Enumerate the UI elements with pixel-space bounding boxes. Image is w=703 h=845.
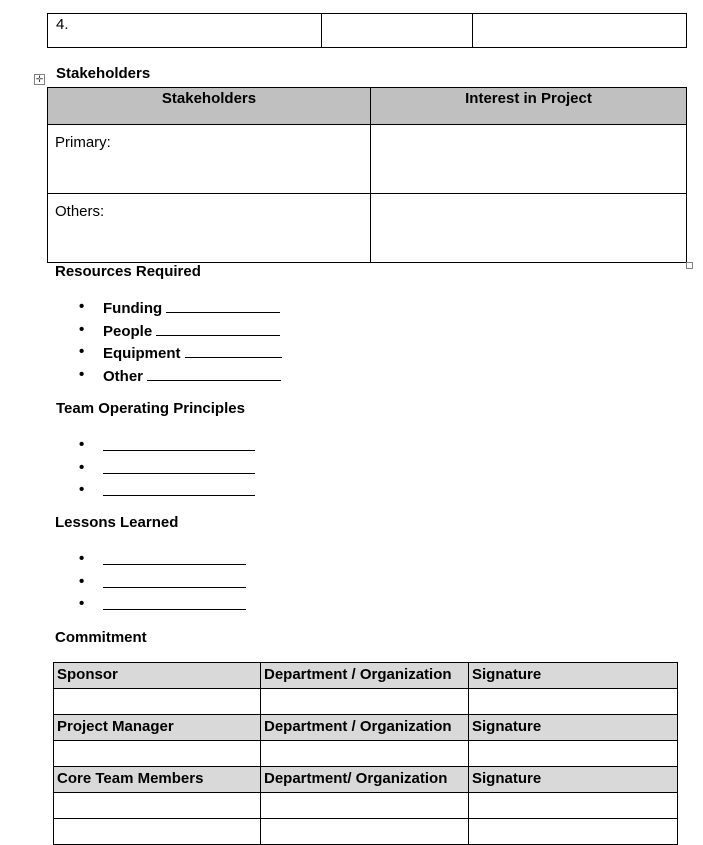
stakeholders-heading: Stakeholders <box>56 65 151 82</box>
table-header-row <box>54 767 678 793</box>
stakeholder-label-others: Others: <box>55 203 105 220</box>
table-cell[interactable] <box>261 741 469 767</box>
stakeholder-label-primary: Primary: <box>55 134 111 151</box>
table-row <box>54 793 678 819</box>
resource-label-other: Other <box>103 367 144 385</box>
list-item <box>79 343 282 366</box>
table-cell[interactable] <box>54 689 261 715</box>
blank-line[interactable] <box>147 366 281 381</box>
table-cell[interactable] <box>469 793 678 819</box>
blank-line[interactable] <box>166 298 280 313</box>
table-cell <box>261 715 469 741</box>
blank-line[interactable] <box>103 436 255 451</box>
table-cell[interactable] <box>371 125 687 194</box>
resource-label-funding: Funding <box>103 300 163 317</box>
signature-label: Signature <box>472 666 542 683</box>
resource-label-equipment: Equipment <box>103 345 181 362</box>
table-row <box>54 689 678 715</box>
commitment-heading: Commitment <box>55 629 147 646</box>
signature-label: Signature <box>472 718 542 735</box>
department-label: Department/ Organization <box>264 770 448 787</box>
table-header-row <box>54 715 678 741</box>
previous-table <box>47 13 687 48</box>
role-label: Sponsor <box>57 666 118 683</box>
list-item <box>79 595 246 618</box>
table-cell[interactable] <box>322 14 473 48</box>
table-cell[interactable] <box>261 819 469 845</box>
table-cell <box>469 715 678 741</box>
table-cell[interactable] <box>48 194 371 263</box>
lessons-heading: Lessons Learned <box>55 514 179 531</box>
resources-list <box>79 298 282 388</box>
table-row <box>48 194 687 263</box>
table-row <box>54 741 678 767</box>
list-item <box>79 366 282 389</box>
table-header-row <box>48 88 687 125</box>
resources-heading: Resources Required <box>55 263 201 280</box>
list-item <box>79 321 282 344</box>
list-item <box>79 459 255 482</box>
blank-line[interactable] <box>103 550 246 565</box>
blank-line[interactable] <box>185 343 282 358</box>
resource-label-people: People <box>103 322 153 340</box>
team-principles-list <box>79 436 255 504</box>
list-item <box>79 550 246 573</box>
table-cell[interactable] <box>469 741 678 767</box>
table-row <box>48 14 687 48</box>
department-label: Department / Organization <box>264 666 452 683</box>
table-cell <box>261 663 469 689</box>
table-cell[interactable] <box>469 689 678 715</box>
table-cell[interactable] <box>48 125 371 194</box>
blank-line[interactable] <box>103 481 255 496</box>
column-header-stakeholders: Stakeholders <box>48 88 371 125</box>
table-cell[interactable] <box>54 741 261 767</box>
table-cell[interactable] <box>48 14 322 48</box>
table-row <box>54 819 678 845</box>
stakeholders-table <box>47 87 687 263</box>
table-cell <box>54 767 261 793</box>
row-number: 4. <box>56 16 69 33</box>
list-item <box>79 436 255 459</box>
table-cell[interactable] <box>469 819 678 845</box>
table-cell[interactable] <box>473 14 687 48</box>
list-item <box>79 298 282 321</box>
list-item <box>79 573 246 596</box>
role-label: Project Manager <box>57 718 174 735</box>
commitment-table <box>53 662 678 845</box>
table-cell[interactable] <box>54 819 261 845</box>
blank-line[interactable] <box>103 595 246 610</box>
table-cell <box>469 767 678 793</box>
table-cell[interactable] <box>261 793 469 819</box>
blank-line[interactable] <box>103 459 255 474</box>
role-label: Core Team Members <box>57 770 204 787</box>
table-cell[interactable] <box>371 194 687 263</box>
table-cell[interactable] <box>54 793 261 819</box>
blank-line[interactable] <box>103 573 246 588</box>
column-header-interest: Interest in Project <box>371 88 687 125</box>
team-principles-heading: Team Operating Principles <box>56 400 245 417</box>
table-cell <box>261 767 469 793</box>
table-cell <box>54 715 261 741</box>
department-label: Department / Organization <box>264 718 452 735</box>
blank-line[interactable] <box>156 321 280 336</box>
table-cell <box>54 663 261 689</box>
table-row <box>48 125 687 194</box>
list-item <box>79 481 255 504</box>
table-header-row <box>54 663 678 689</box>
table-resize-handle-icon[interactable] <box>686 262 693 269</box>
table-move-handle-icon[interactable]: ✛ <box>35 74 44 84</box>
signature-label: Signature <box>472 770 542 787</box>
table-cell <box>469 663 678 689</box>
table-cell[interactable] <box>261 689 469 715</box>
lessons-list <box>79 550 246 618</box>
